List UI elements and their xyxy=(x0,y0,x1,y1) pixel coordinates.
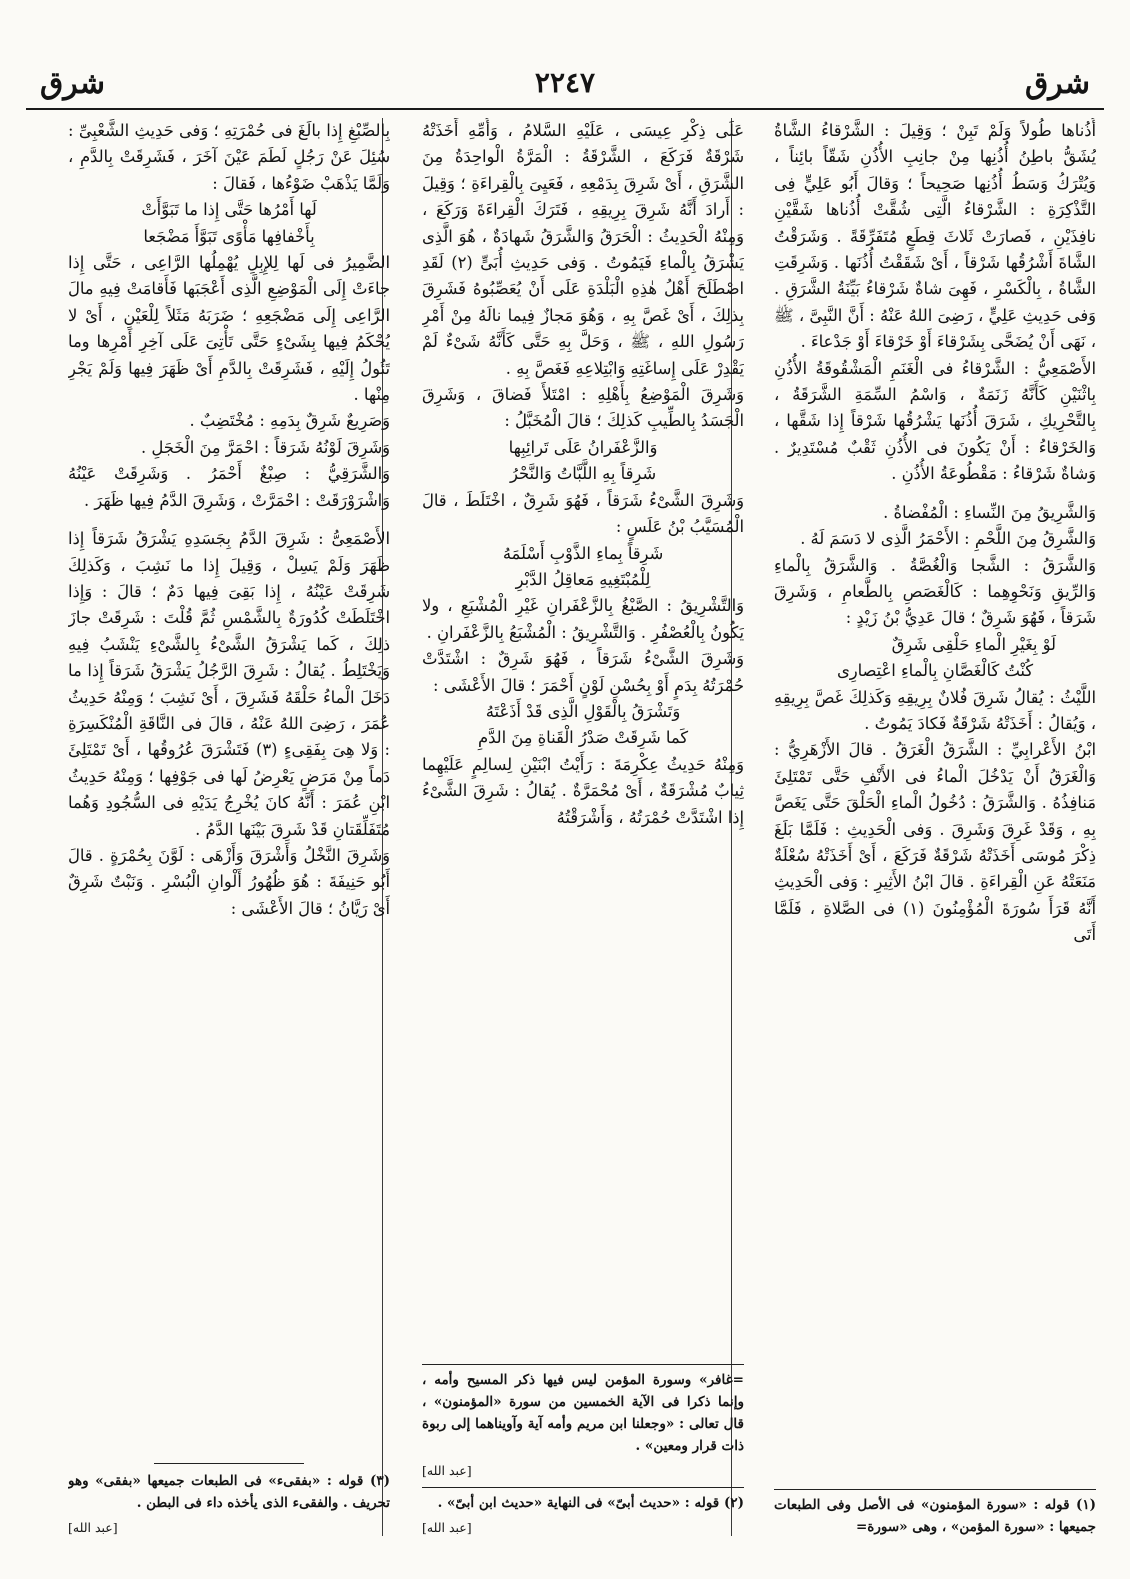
header-rule xyxy=(26,108,1104,110)
running-headword-left: شرق xyxy=(40,66,105,101)
paragraph: بِالصِّبْغِ إِذا بالَغَ فى حُمْرَتِهِ ؛ وَفى حَدِيثِ الشَّعْبِىِّ : سُئِلَ عَنْ رَجُلٍ لَطَمَ عَيْنَ آخَرَ ، فَشَرِقَتْ بِالدَّمِ ، وَلَمَّا يَذْهَبْ ضَوْءُها ، فَقالَ : xyxy=(68,121,390,193)
paragraph: وَالشَّرِقُ مِنَ اللَّحْمِ : الأَحْمَرُ الَّذِى لا دَسَمَ لَهُ . xyxy=(800,529,1096,549)
paragraph: وَالشَّرَقِيُّ : صِبْغٌ أَحْمَرُ . وَشَرِقَتْ عَيْنُهُ وَاشْرَوْرَقَتْ : احْمَرَّتْ ، وَشَرِقَ الدَّمُ فِيها ظَهَرَ . xyxy=(68,464,390,510)
paragraph: عَلَى ذِكْرِ عِيسَى ، عَلَيْهِ السَّلامُ ، وَأُمِّهِ أَخَذَتْهُ شَرْقَةٌ فَرَكَعَ ، الشَّرْقَةُ : الْمَرَّةُ الْواحِدَةُ مِنَ الشَّرَقِ ، أَىْ شَرِقَ بِدَمْعِهِ ، فَعَيِىَ بِالْقِراءَةِ ؛ وَقِيلَ : أَرادَ أَنَّهُ شَرِقَ بِرِيقِهِ ، فَتَرَكَ الْقِراءَةَ وَرَكَعَ ، وَمِنْهُ الْحَدِيثُ : الْحَرَقُ وَالشَّرَقُ شَهادَةٌ ، هُوَ الَّذِى يَشْرَقُ بِالْماءِ فَيَمُوتُ . وَفى حَدِيثِ أُبَىٍّ (٢) لَقَدِ اصْطَلَحَ أَهْلُ هٰذِهِ الْبَلْدَةِ عَلَى أَنْ يُعَصِّبُوهُ فَشَرِقَ بِذلِكَ ، أَىْ غَصَّ بِهِ ، وَهُوَ مَجازٌ فِيما نالَهُ مِنْ أَمْرِ رَسُولِ اللهِ ، ﷺ ، وَحَلَّ بِهِ حَتَّى كَأَنَّهُ شَىْءٌ لَمْ يَقْدِرْ عَلَى إِساغَتِهِ وَابْتِلاعِهِ فَغَصَّ بِهِ . xyxy=(422,121,744,378)
verse-line: شَرِقاً بِهِ اللَّبَّاتُ وَالنَّحْرُ xyxy=(510,464,656,484)
paragraph: الأَصْمَعِيُّ : الشَّرْقاءُ فى الْغَنَمِ الْمَشْقُوقَةُ الأُذُنِ بِاثْنَيْنِ كَأَنَّهُ زَنَمَةٌ ، وَاسْمُ السِّمَةِ الشَّرَقَةُ ، بِالتَّحْرِيكِ ، شَرَقَ أُذُنَها يَشْرُقُها شَرْقاً إِذا شَقَّها ، وَالخَرْقاءُ : أَنْ يَكُونَ فى الأُذُنِ ثَقْبٌ مُسْتَدِيرٌ . وَشاةٌ شَرْقاءُ : مَقْطُوعَةُ الأُذُنِ . xyxy=(774,358,1096,484)
paragraph: وَالتَّشْرِيقُ : الصَّبْغُ بِالزَّعْفَرانِ غَيْرِ الْمُشْبَعِ ، ولا يَكُونُ بِالْعُصْفُرِ . وَالتَّشْرِيقُ : الْمُشْبَعُ بِالزَّعْفَرانِ . xyxy=(422,596,744,642)
paragraph: وَصَرِيعٌ شَرِقٌ بِدَمِهِ : مُخْتَضِبٌ . xyxy=(189,411,390,431)
footnote-rule xyxy=(154,1463,304,1464)
verse-line: وَالزَّعْفَرانُ عَلَى تَرائِبِها xyxy=(508,437,658,457)
footnote-area xyxy=(422,1364,744,1538)
paragraph: وَشَرِقَ لَوْنُهُ شَرَقاً : احْمَرَّ مِنَ الْخَجَلِ . xyxy=(141,437,390,457)
column-right xyxy=(774,118,1096,1538)
paragraph: وَشَرِقَ الشَّىْءُ شَرَقاً ، فَهُوَ شَرِقٌ ، اخْتَلَطَ ، قالَ الْمُسَيَّبُ بْنُ عَلَسٍ : xyxy=(422,490,744,537)
paragraph: ابْنُ الأَعْرابِيِّ : الشَّرَقُ الْغَرَقُ . قالَ الأَزْهَرِيُّ : وَالْغَرَقُ أَنْ يَدْخُلَ الْماءُ فى الأَنْفِ حَتَّى تَمْتَلِئَ مَنافِذُهُ . وَالشَّرَقُ : دُخُولُ الْماءِ الْحَلْقَ حَتَّى يَغَصَّ بِهِ ، وَقَدْ غَرِقَ وَشَرِقَ . وَفى الْحَدِيثِ : فَلَمَّا بَلَغَ ذِكْرَ مُوسَى أَخَذَتْهُ شَرْقَةٌ فَرَكَعَ ، أَىْ أَخَذَتْهُ سُعْلَةٌ مَنَعَتْهُ عَنِ الْقِراءَةِ . قالَ ابْنُ الأَثِيرِ : وَفى الْحَدِيثِ أَنَّهُ قَرَأَ سُورَةَ الْمُؤْمِنُونَ (١) فى الصَّلاةِ ، فَلَمَّا أَتَى xyxy=(774,740,1096,945)
paragraph: أُذُناها طُولاً وَلَمْ تَبِنْ ؛ وَقِيلَ : الشَّرْقاءُ الشَّاةُ يُشَقُّ باطِنُ أُذُنِها مِنْ جانِبِ الأُذُنِ شَقّاً بائِناً ، وَيُتْرَكُ وَسَطُ أُذُنِها صَحِيحاً ؛ وَقالَ أَبُو عَلِيٍّ فِى التَّذْكِرَةِ : الشَّرْقاءُ الَّتِى شُقَّتْ أُذُناها شَقَّيْنِ نافِذَيْنِ ، فَصارَتْ ثَلاثَ قِطَعٍ مُتَفَرِّقَةً . وَشَرَقْتُ الشَّاةَ أَشْرُقُها شَرْقاً ، أَىْ شَقَقْتُ أُذُنَها . وَشَرِقَتِ الشَّاةُ ، بِالْكَسْرِ ، فَهِىَ شاةٌ شَرْقاءُ بَيِّنَةُ الشَّرَقِ . وَفى حَدِيثِ عَلِيٍّ ، رَضِىَ اللهُ عَنْهُ : أَنَّ النَّبِىَّ ، ﷺ ، نَهَى أَنْ يُضَحَّى بِشَرْقاءَ أَوْ خَرْقاءَ أَوْ جَدْعاءَ . xyxy=(774,121,1096,352)
paragraph: وَمِنْهُ حَدِيثُ عِكْرِمَةَ : رَأَيْتُ ابْنَيْنِ لِسالِمٍ عَلَيْهِما ثِيابٌ مُشْرَقَةٌ ، أَىْ مُحْمَرَّةٌ . يُقالُ : شَرِقَ الشَّىْءُ إِذا اشْتَدَّتْ حُمْرَتُهُ ، وَأَشْرَقْتُهُ xyxy=(422,754,744,827)
paragraph: وَشَرِقَ النَّخْلُ وَأَشْرَقَ وَأَزْهَى : لَوَّنَ بِحُمْرَةٍ . قالَ أَبُو حَنِيفَةَ : هُوَ ظُهُورُ أَلْوانِ الْبُسْرِ . وَنَبْتٌ شَرِقٌ أَىْ رَيَّانُ ؛ قالَ الأَعْشَى : xyxy=(68,845,390,918)
paragraph: الأَصْمَعِىُّ : شَرِقَ الدَّمُ بِجَسَدِهِ يَشْرَقُ شَرَقاً إِذا ظَهَرَ وَلَمْ يَسِلْ ، وَقِيلَ إِذا ما نَشِبَ ، وَكَذلِكَ شَرِقَتْ عَيْنُهُ ، إِذا بَقِىَ فِيها دَمٌ ؛ قالَ : وَإِذا اخْتَلَطَتْ كُدُورَةٌ بِالشَّمْسِ ثُمَّ قُلْتَ : شَرِقَتْ جازَ ذلِكَ ، كَما يَشْرَقُ الشَّىْءُ بِالشَّىْءِ يَنْشَبُ فِيهِ وَيَخْتَلِطُ . يُقالُ : شَرِقَ الرَّجُلُ يَشْرَقُ شَرَقاً إِذا ما دَخَلَ الْماءُ حَلْقَهُ فَشَرِقَ ، أَىْ نَشِبَ ؛ وَمِنْهُ حَدِيثُ عُمَرَ ، رَضِىَ اللهُ عَنْهُ ، قالَ فى النَّاقَةِ الْمُنْكَسِرَةِ : وَلا هِىَ بِفَقِىءٍ (٣) فَتَشْرَقَ عُرُوقُها ، أَىْ تَمْتَلِئَ دَماً مِنْ مَرَضٍ يَعْرِضُ لَها فى جَوْفِها ؛ وَمِنْهُ حَدِيثُ ابْنِ عُمَرَ : أَنَّهُ كانَ يُخْرِجُ يَدَيْهِ فى السُّجُودِ وَهُما مُتَفَلِّقَتانِ قَدْ شَرِقَ بَيْنَها الدَّمُ . xyxy=(68,529,390,839)
paragraph: وَشَرِقَ الْمَوْضِعُ بِأَهْلِهِ : امْتَلأَ فَضاقَ ، وَشَرِقَ الْجَسَدُ بِالطِّيبِ كَذلِكَ ؛ قالَ الْمُخَبَّلُ : xyxy=(422,385,744,431)
verse-line: بِأَخْفافِها مَأْوًى تَبَوَّأَ مَضْجَعا xyxy=(143,226,315,246)
verse-line: وَتَشْرَقُ بِالْقَوْلِ الَّذِى قَدْ أَذَعْتَهُ xyxy=(485,701,681,721)
footnote-area xyxy=(774,1489,1096,1538)
editor-signature: [عبد الله] xyxy=(422,1463,472,1478)
verse-line: لَها أَمْرُها حَتَّى إِذا ما تَبَوَّأَتْ xyxy=(141,200,317,220)
verse-line: لَوْ بِغَيْرِ الْماءِ حَلْقِى شَرِقٌ xyxy=(891,634,1056,654)
editor-signature: [عبد الله] xyxy=(422,1520,472,1535)
column-left xyxy=(68,118,390,1538)
paragraph: اللَّيْثُ : يُقالُ شَرِقَ فُلانٌ بِرِيقِهِ وَكَذلِكَ غَصَّ بِرِيقِهِ ، وَيُقالُ : أَخَذَتْهُ شَرْقَةٌ فَكادَ يَمُوتُ . xyxy=(774,687,1096,733)
footnote-continuation: =غافر» وسورة المؤمن ليس فيها ذكر المسيح وأمه ، وإنما ذكرا فى الآية الخمسين من سورة «المؤمنون» ، قال تعالى : «وجعلنا ابن مريم وأمه آية وآويناهما إلى ربوة ذات قرار ومعين» . xyxy=(422,1364,744,1457)
verse-line: كُنْتُ كَالْغَصَّانِ بِالْماءِ اعْتِصارِى xyxy=(836,661,1034,681)
verse-line: لِلْمُبْتَغِيهِ مَعاقِلُ الدَّبْرِ xyxy=(515,569,651,589)
footnote-area xyxy=(68,1463,390,1538)
paragraph: الضَّمِيرُ فى لَها لِلإِبِلِ يُهْمِلُها الرَّاعِى ، حَتَّى إِذا جاءَتْ إِلَى الْمَوْضِعِ الَّذِى أَعْجَبَها فَأَقامَتْ فِيهِ مالَ الرَّاعِى إِلَى مَضْجَعِهِ ؛ ضَرَبَهُ مَثَلاً لِلْعَيْنِ ، أَىْ لا يُحْكَمُ فِيها بِشَىْءٍ حَتَّى تَأْتِىَ عَلَى آخِرِ أَمْرِها وما تَئُولُ إِلَيْهِ ، فَشَرِقَتْ بِالدَّمِ أَىْ ظَهَرَ فِيها وَلَمْ يَجْرِ مِنْها . xyxy=(68,253,390,405)
page-header xyxy=(40,60,1090,110)
paragraph: وَالشَّرَقُ : الشَّجا وَالْغُصَّةُ . وَالشَّرَقُ بِالْماءِ وَالرِّيقِ وَنَحْوِهِما : كَالْغَصَصِ بِالطَّعامِ ، وَشَرِقَ شَرَقاً ، فَهُوَ شَرِقٌ ؛ قالَ عَدِيُّ بْنُ زَيْدٍ : xyxy=(774,555,1096,628)
footnote: (٣) قوله : «بفقىء» فى الطبعات جميعها «بفقى» وهو تحريف . والفقىء الذى يأخذه داء فى البطن . xyxy=(68,1473,390,1511)
column-middle xyxy=(422,118,744,1538)
verse-line: كَما شَرِقَتْ صَدْرُ الْقَناةِ مِنَ الدَّمِ xyxy=(478,728,688,748)
paragraph: وَشَرِقَ الشَّىْءُ شَرَقاً ، فَهُوَ شَرِقٌ : اشْتَدَّتْ حُمْرَتُهُ بِدَمٍ أَوْ بِحُسْنِ لَوْنٍ أَحْمَرَ ؛ قالَ الأَعْشَى : xyxy=(422,649,744,695)
verse-line: شَرِقاً بِماءِ الذَّوْبِ أَسْلَمَهُ xyxy=(502,543,664,563)
footnote: (١) قوله : «سورة المؤمنون» فى الأصل وفى الطبعات جميعها : «سورة المؤمن» ، وهى «سورة= xyxy=(774,1489,1096,1538)
page-number: ٢٢٤٧ xyxy=(534,66,596,99)
paragraph: وَالشَّرِيقُ مِنَ النِّساءِ : الْمُفْضاةُ . xyxy=(883,502,1096,522)
running-headword-right: شرق xyxy=(1025,66,1090,101)
editor-signature: [عبد الله] xyxy=(68,1520,118,1535)
footnote: (٢) قوله : «حديث أبىّ» فى النهاية «حديث ابن أبىّ» . xyxy=(422,1487,744,1514)
